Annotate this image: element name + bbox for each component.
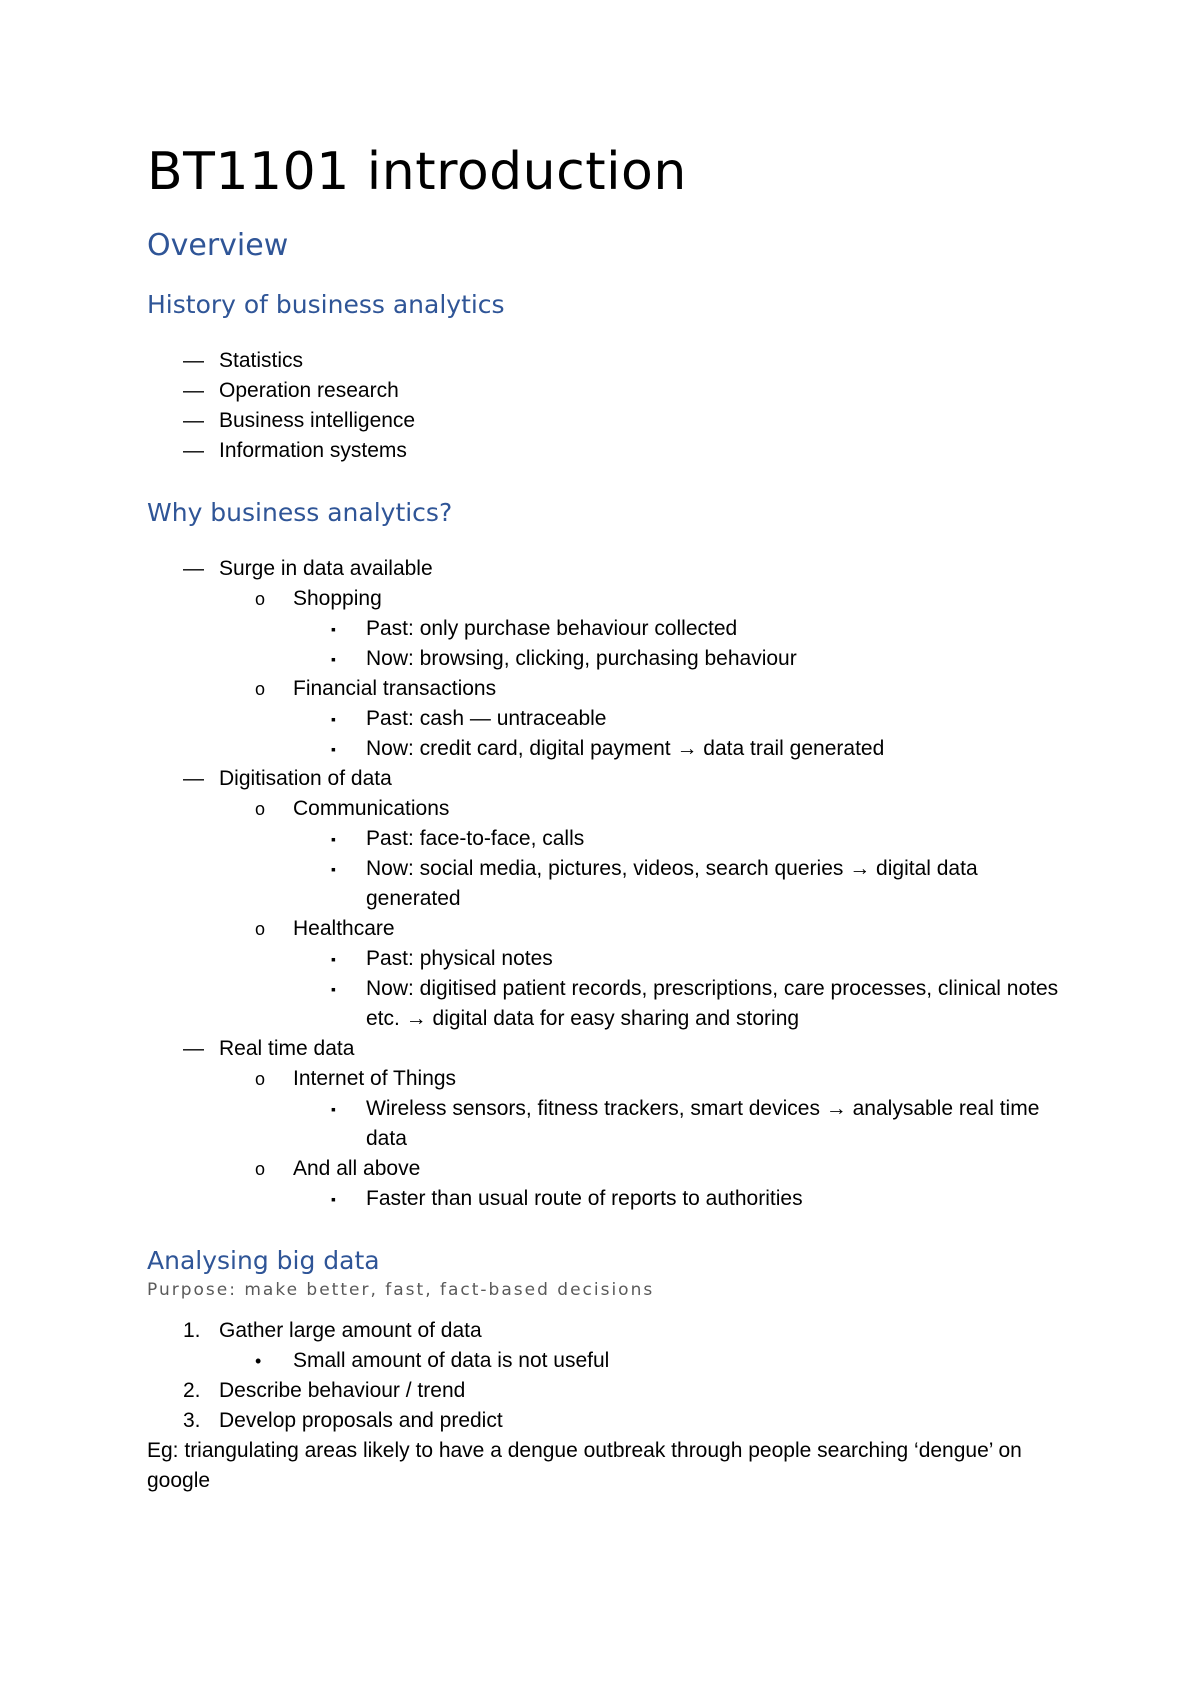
overview-heading: Overview xyxy=(147,228,289,263)
list-item: 3. Develop proposals and predict xyxy=(147,1406,1067,1436)
history-list xyxy=(147,346,1067,466)
square-marker: ▪ xyxy=(331,861,336,877)
bullet-marker: • xyxy=(255,1351,262,1371)
list-item: — Digitisation of data xyxy=(147,764,1067,794)
list-item: — Business intelligence xyxy=(147,406,1067,436)
list-item: • Small amount of data is not useful xyxy=(147,1346,1067,1376)
list-item: ▪ Wireless sensors, fitness trackers, smart devices → analysable real time data xyxy=(147,1094,1067,1154)
square-marker: ▪ xyxy=(331,741,336,757)
square-marker: ▪ xyxy=(331,651,336,667)
list-item: ▪ Now: browsing, clicking, purchasing behaviour xyxy=(147,644,1067,674)
list-item: — Surge in data available xyxy=(147,554,1067,584)
list-item: — Statistics xyxy=(147,346,1067,376)
list-item: ▪ Past: cash — untraceable xyxy=(147,704,1067,734)
list-item: — Real time data xyxy=(147,1034,1067,1064)
dash-marker: — xyxy=(183,409,204,432)
dash-marker: — xyxy=(183,1037,204,1060)
list-item: o Healthcare xyxy=(147,914,1067,944)
step-number: 2. xyxy=(183,1379,201,1402)
list-item: ▪ Past: physical notes xyxy=(147,944,1067,974)
square-marker: ▪ xyxy=(331,1191,336,1207)
circle-marker: o xyxy=(255,589,266,609)
square-marker: ▪ xyxy=(331,831,336,847)
dash-marker: — xyxy=(183,439,204,462)
big-data-heading: Analysing big data xyxy=(147,1246,380,1275)
list-item: — Information systems xyxy=(147,436,1067,466)
history-heading: History of business analytics xyxy=(147,290,505,319)
list-item: o Shopping xyxy=(147,584,1067,614)
why-heading: Why business analytics? xyxy=(147,498,453,527)
why-list xyxy=(147,554,1067,1214)
step-number: 1. xyxy=(183,1319,201,1342)
square-marker: ▪ xyxy=(331,621,336,637)
circle-marker: o xyxy=(255,1159,266,1179)
dash-marker: — xyxy=(183,767,204,790)
steps-list xyxy=(147,1316,1067,1436)
dash-marker: — xyxy=(183,557,204,580)
dash-marker: — xyxy=(183,379,204,402)
document-page xyxy=(147,140,1067,1496)
list-item: ▪ Faster than usual route of reports to authorities xyxy=(147,1184,1067,1214)
list-item: o Communications xyxy=(147,794,1067,824)
square-marker: ▪ xyxy=(331,981,336,997)
list-item: ▪ Past: face-to-face, calls xyxy=(147,824,1067,854)
dash-marker: — xyxy=(183,349,204,372)
circle-marker: o xyxy=(255,919,266,939)
list-item: 1. Gather large amount of data xyxy=(147,1316,1067,1346)
list-item: o And all above xyxy=(147,1154,1067,1184)
circle-marker: o xyxy=(255,679,266,699)
square-marker: ▪ xyxy=(331,1101,336,1117)
list-item: ▪ Now: digitised patient records, prescriptions, care processes, clinical notes etc. → digital data for easy sharing and storing xyxy=(147,974,1067,1034)
purpose-subtitle: Purpose: make better, fast, fact-based decisions xyxy=(147,1280,655,1300)
example-paragraph: Eg: triangulating areas likely to have a dengue outbreak through people searching ‘dengue’ on google xyxy=(147,1439,1022,1492)
list-item: ▪ Now: social media, pictures, videos, search queries → digital data generated xyxy=(147,854,1067,914)
circle-marker: o xyxy=(255,1069,266,1089)
square-marker: ▪ xyxy=(331,711,336,727)
list-item: ▪ Past: only purchase behaviour collected xyxy=(147,614,1067,644)
square-marker: ▪ xyxy=(331,951,336,967)
list-item: 2. Describe behaviour / trend xyxy=(147,1376,1067,1406)
document-title: BT1101 introduction xyxy=(147,142,687,202)
list-item: — Operation research xyxy=(147,376,1067,406)
list-item: o Financial transactions xyxy=(147,674,1067,704)
list-item: o Internet of Things xyxy=(147,1064,1067,1094)
step-number: 3. xyxy=(183,1409,201,1432)
list-item: ▪ Now: credit card, digital payment → data trail generated xyxy=(147,734,1067,764)
circle-marker: o xyxy=(255,799,266,819)
